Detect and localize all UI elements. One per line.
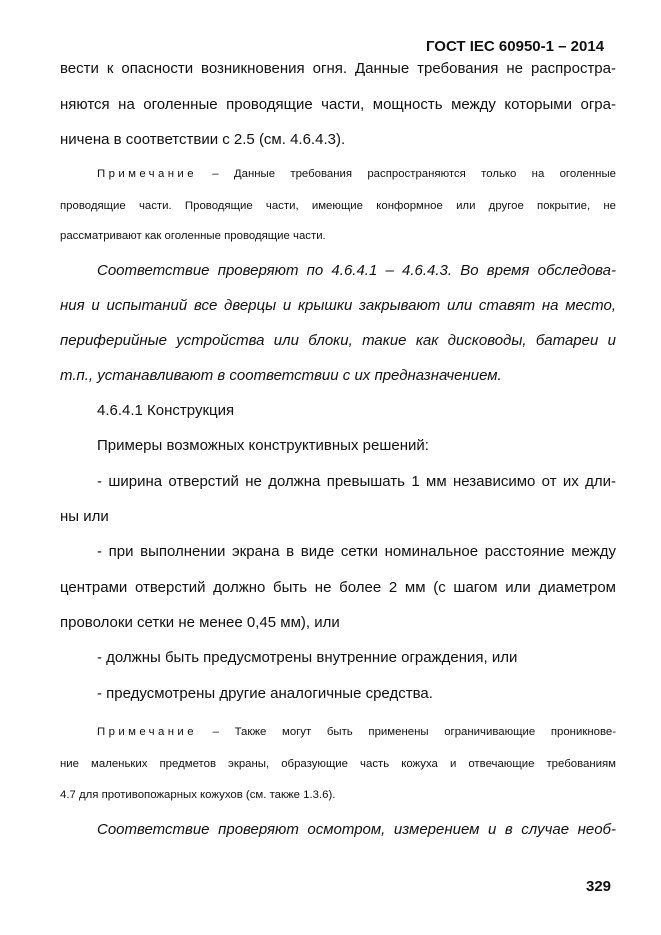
note-2-label: Примечание [97,726,197,738]
note-2-line-2: ние маленьких предметов экраны, образующие часть кожуха и отвечающие требованиям [60,758,616,770]
body-line-1: вести к опасности возникновения огня. Данные требования не распростра- [60,60,616,77]
list-item-3: - должны быть предусмотрены внутренние ограждения, или [97,649,518,666]
note-1-line-3: рассматривают как оголенные проводящие части. [60,230,326,242]
section-heading: 4.6.4.1 Конструкция [97,402,235,419]
body-line-3: ничена в соответствии с 2.5 (см. 4.6.4.3). [60,131,346,148]
page-number: 329 [586,878,612,895]
note-2-line-1 [97,724,616,740]
compliance-1-line-1: Соответствие проверяют по 4.6.4.1 – 4.6.4.3. Во время обследова- [97,262,616,279]
note-2-line-1-text: – Также могут быть применены ограничивающие проникнове- [212,726,616,738]
list-item-1-line-1: - ширина отверстий не должна превышать 1 мм независимо от их дли- [97,473,616,490]
compliance-1-line-2: ния и испытаний все дверцы и крышки закрывают или ставят на место, [60,297,616,314]
list-item-2-line-2: центрами отверстий должно быть не более 2 мм (с шагом или диаметром [60,579,616,596]
list-item-4: - предусмотрены другие аналогичные средства. [97,685,433,702]
compliance-1-line-3: периферийные устройства или блоки, такие как дисководы, батареи и [60,332,616,349]
note-1-line-1 [97,166,616,182]
compliance-2-line-1: Соответствие проверяют осмотром, измерением и в случае необ- [97,821,616,838]
section-intro: Примеры возможных конструктивных решений: [97,437,429,454]
compliance-1-line-4: т.п., устанавливают в соответствии с их предназначением. [60,367,502,384]
list-item-2-line-1: - при выполнении экрана в виде сетки номинальное расстояние между [97,543,616,560]
body-line-2: няются на оголенные проводящие части, мощность между которыми огра- [60,96,616,113]
document-header: ГОСТ IEC 60950-1 – 2014 [426,38,605,55]
note-1-line-1-text: – Данные требования распространяются только на оголенные [212,168,616,180]
note-1-line-2: проводящие части. Проводящие части, имеющие конформное или другое покрытие, не [60,200,616,212]
note-2-line-3: 4.7 для противопожарных кожухов (см. также 1.3.6). [60,789,336,801]
note-1-label: Примечание [97,168,197,180]
list-item-1-line-2: ны или [60,508,109,525]
list-item-2-line-3: проволоки сетки не менее 0,45 мм), или [60,614,340,631]
